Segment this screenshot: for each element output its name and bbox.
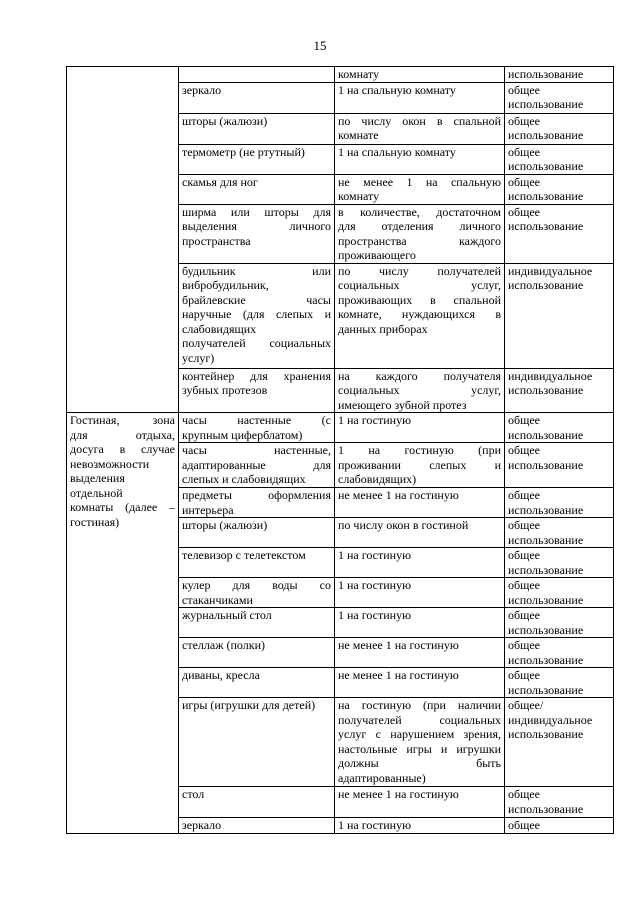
cell-line: крупным циферблатом) xyxy=(182,427,303,442)
item-cell xyxy=(179,113,335,144)
cell-line: индивидуальное xyxy=(508,712,593,727)
norm-cell xyxy=(335,818,505,834)
usage-cell xyxy=(505,488,614,518)
cell-line: использование xyxy=(508,622,584,637)
cell-line: общее xyxy=(508,144,540,159)
cell-line: слепых и слабовидящих xyxy=(182,472,306,486)
cell-line: выделения личного xyxy=(182,219,331,233)
cell-line: не менее 1 на гостиную xyxy=(338,638,459,652)
cell-line: общее xyxy=(508,113,540,128)
page-number: 15 xyxy=(313,38,327,53)
cell-line: использование xyxy=(508,159,584,173)
norm-cell xyxy=(335,67,505,83)
cell-line: 1 на гостиную xyxy=(338,578,412,592)
table-row xyxy=(67,413,614,443)
cell-line: использование xyxy=(508,652,584,667)
cell-line: использование xyxy=(508,278,584,292)
cell-line: по числу окон в гостиной xyxy=(338,518,469,532)
cell-line: использование xyxy=(508,189,584,203)
cell-line: часы настенные (с xyxy=(182,413,331,427)
cell-line: адаптированные для xyxy=(182,457,331,472)
norm-cell xyxy=(335,787,505,818)
usage-cell xyxy=(505,698,614,787)
item-cell xyxy=(179,488,335,518)
item-cell xyxy=(179,368,335,413)
item-cell xyxy=(179,413,335,443)
usage-cell xyxy=(505,443,614,488)
item-cell xyxy=(179,67,335,83)
norm-cell xyxy=(335,174,505,204)
cell-line: общее xyxy=(508,82,540,97)
item-cell xyxy=(179,174,335,204)
cell-line: услуг) xyxy=(182,350,215,365)
norm-cell xyxy=(335,578,505,608)
room-cell-living-room xyxy=(67,413,179,834)
cell-line: индивидуальное xyxy=(508,368,593,383)
cell-line: использование xyxy=(508,562,584,577)
cell-line: вибробудильник, xyxy=(182,278,269,292)
item-cell xyxy=(179,668,335,698)
cell-line: использование xyxy=(508,502,584,517)
item-cell xyxy=(179,608,335,638)
cell-line: скамья для ног xyxy=(182,174,258,189)
cell-line: для отделения личного xyxy=(338,219,501,233)
cell-line: зеркало xyxy=(182,818,222,832)
cell-line: не менее 1 на гостиную xyxy=(338,668,459,682)
cell-line: использование xyxy=(508,128,584,142)
cell-line: диваны, кресла xyxy=(182,668,260,682)
item-cell xyxy=(179,204,335,263)
usage-cell xyxy=(505,548,614,578)
usage-cell xyxy=(505,67,614,83)
cell-line: пространства каждого xyxy=(338,233,501,248)
cell-line: не менее 1 на гостиную xyxy=(338,787,459,801)
cell-line: 1 на спальную комнату xyxy=(338,82,456,97)
cell-line: интерьера xyxy=(182,502,234,517)
cell-line: общее xyxy=(508,204,540,219)
norm-cell xyxy=(335,368,505,413)
cell-line: по числу окон в спальной xyxy=(338,113,501,128)
item-cell xyxy=(179,144,335,174)
cell-line: общее xyxy=(508,413,540,427)
cell-line: брайлевские часы xyxy=(182,292,331,307)
room-name-line: комнаты (далее – xyxy=(70,500,175,514)
cell-line: зеркало xyxy=(182,82,222,97)
cell-line: предметы оформления xyxy=(182,488,331,502)
cell-line: 1 на спальную комнату xyxy=(338,144,456,159)
norm-cell xyxy=(335,638,505,668)
cell-line: использование xyxy=(508,592,584,607)
item-cell xyxy=(179,263,335,368)
usage-cell xyxy=(505,818,614,834)
cell-line: общее xyxy=(508,578,540,592)
equipment-table xyxy=(66,66,614,834)
cell-line: услуг с нарушением зрения, xyxy=(338,727,501,741)
cell-line: слабовидящих xyxy=(182,321,257,336)
cell-line: 1 на гостиную xyxy=(338,413,412,427)
cell-line: общее xyxy=(508,638,540,652)
cell-line: комнату xyxy=(338,67,380,81)
cell-line: общее xyxy=(508,548,540,562)
cell-line: наручные (для слепых и xyxy=(182,307,331,321)
usage-cell xyxy=(505,518,614,548)
cell-line: комнату xyxy=(338,189,380,203)
room-name-line: для отдыха, xyxy=(70,427,175,442)
norm-cell xyxy=(335,698,505,787)
norm-cell xyxy=(335,413,505,443)
item-cell xyxy=(179,818,335,834)
item-cell xyxy=(179,638,335,668)
cell-line: слабовидящих) xyxy=(338,472,417,486)
cell-line: 1 на гостиную (при xyxy=(338,443,501,457)
cell-line: использование xyxy=(508,383,584,397)
cell-line: зубных протезов xyxy=(182,383,268,397)
cell-line: получателей социальных xyxy=(182,336,331,350)
item-cell xyxy=(179,578,335,608)
cell-line: адаптированные) xyxy=(338,770,426,785)
item-cell xyxy=(179,548,335,578)
cell-line: общее xyxy=(508,818,540,832)
cell-line: 1 на гостиную xyxy=(338,818,412,832)
cell-line: использование xyxy=(508,219,584,233)
cell-line: общее xyxy=(508,174,540,189)
cell-line: часы настенные, xyxy=(182,443,331,457)
norm-cell xyxy=(335,82,505,113)
cell-line: общее xyxy=(508,668,540,682)
item-cell xyxy=(179,82,335,113)
usage-cell xyxy=(505,638,614,668)
cell-line: общее xyxy=(508,443,540,457)
norm-cell xyxy=(335,263,505,368)
cell-line: контейнер для хранения xyxy=(182,368,331,383)
cell-line: использование xyxy=(508,682,584,697)
cell-line: телевизор с телетекстом xyxy=(182,548,306,562)
equipment-table-body xyxy=(67,67,614,834)
cell-line: данных приборах xyxy=(338,321,428,336)
cell-line: проживании слепых и xyxy=(338,457,501,472)
norm-cell xyxy=(335,548,505,578)
cell-line: журнальный стол xyxy=(182,608,272,622)
usage-cell xyxy=(505,113,614,144)
usage-cell xyxy=(505,787,614,818)
cell-line: на гостиную (при наличии xyxy=(338,698,501,712)
usage-cell xyxy=(505,174,614,204)
usage-cell xyxy=(505,368,614,413)
cell-line: пространства xyxy=(182,233,251,248)
cell-line: игры (игрушки для детей) xyxy=(182,698,316,712)
norm-cell xyxy=(335,518,505,548)
cell-line: индивидуальное xyxy=(508,263,593,278)
cell-line: не менее 1 на гостиную xyxy=(338,488,459,502)
room-cell-bedroom xyxy=(67,67,179,413)
table-row xyxy=(67,67,614,83)
cell-line: общее xyxy=(508,608,540,622)
cell-line: использование xyxy=(508,457,584,472)
usage-cell xyxy=(505,144,614,174)
room-name-line: Гостиная, зона xyxy=(70,413,175,427)
cell-line: стол xyxy=(182,787,205,801)
usage-cell xyxy=(505,263,614,368)
cell-line: стеллаж (полки) xyxy=(182,638,265,652)
cell-line: ширма или шторы для xyxy=(182,204,331,219)
usage-cell xyxy=(505,608,614,638)
cell-line: использование xyxy=(508,801,584,816)
cell-line: общее xyxy=(508,787,540,801)
usage-cell xyxy=(505,413,614,443)
cell-line: по числу получателей xyxy=(338,263,501,278)
room-name-line: гостиная) xyxy=(70,514,120,529)
cell-line: имеющего зубной протез xyxy=(338,397,467,412)
cell-line: использование xyxy=(508,427,584,442)
norm-cell xyxy=(335,608,505,638)
item-cell xyxy=(179,698,335,787)
cell-line: стаканчиками xyxy=(182,592,253,607)
usage-cell xyxy=(505,82,614,113)
norm-cell xyxy=(335,113,505,144)
cell-line: общее xyxy=(508,518,540,532)
cell-line: на каждого получателя xyxy=(338,368,501,383)
usage-cell xyxy=(505,668,614,698)
cell-line: общее/ xyxy=(508,698,544,712)
room-name-line: отдельной xyxy=(70,485,123,500)
cell-line: использование xyxy=(508,727,584,741)
cell-line: шторы (жалюзи) xyxy=(182,518,268,532)
cell-line: получателей социальных xyxy=(338,712,501,727)
cell-line: комнате, нуждающихся в xyxy=(338,307,501,321)
item-cell xyxy=(179,443,335,488)
cell-line: проживающего xyxy=(338,248,416,262)
room-name-line: невозможности xyxy=(70,456,150,471)
norm-cell xyxy=(335,668,505,698)
cell-line: будильник или xyxy=(182,263,331,278)
cell-line: шторы (жалюзи) xyxy=(182,113,268,128)
cell-line: должны быть xyxy=(338,756,501,770)
cell-line: проживающих в спальной xyxy=(338,292,501,307)
cell-line: социальных услуг, xyxy=(338,383,501,397)
cell-line: использование xyxy=(508,67,584,81)
cell-line: в количестве, достаточном xyxy=(338,204,501,219)
cell-line: 1 на гостиную xyxy=(338,608,412,622)
cell-line: использование xyxy=(508,97,584,111)
usage-cell xyxy=(505,204,614,263)
norm-cell xyxy=(335,488,505,518)
cell-line: 1 на гостиную xyxy=(338,548,412,562)
usage-cell xyxy=(505,578,614,608)
cell-line: использование xyxy=(508,532,584,547)
item-cell xyxy=(179,518,335,548)
norm-cell xyxy=(335,443,505,488)
room-name-line: досуга в случае xyxy=(70,442,175,456)
cell-line: кулер для воды со xyxy=(182,578,331,592)
cell-line: комнате xyxy=(338,128,379,142)
room-name-line: выделения xyxy=(70,471,125,485)
cell-line: термометр (не ртутный) xyxy=(182,144,305,159)
item-cell xyxy=(179,787,335,818)
cell-line: социальных услуг, xyxy=(338,278,501,292)
cell-line: общее xyxy=(508,488,540,502)
cell-line: настольные игры и игрушки xyxy=(338,741,501,756)
cell-line: не менее 1 на спальную xyxy=(338,174,501,189)
norm-cell xyxy=(335,144,505,174)
norm-cell xyxy=(335,204,505,263)
